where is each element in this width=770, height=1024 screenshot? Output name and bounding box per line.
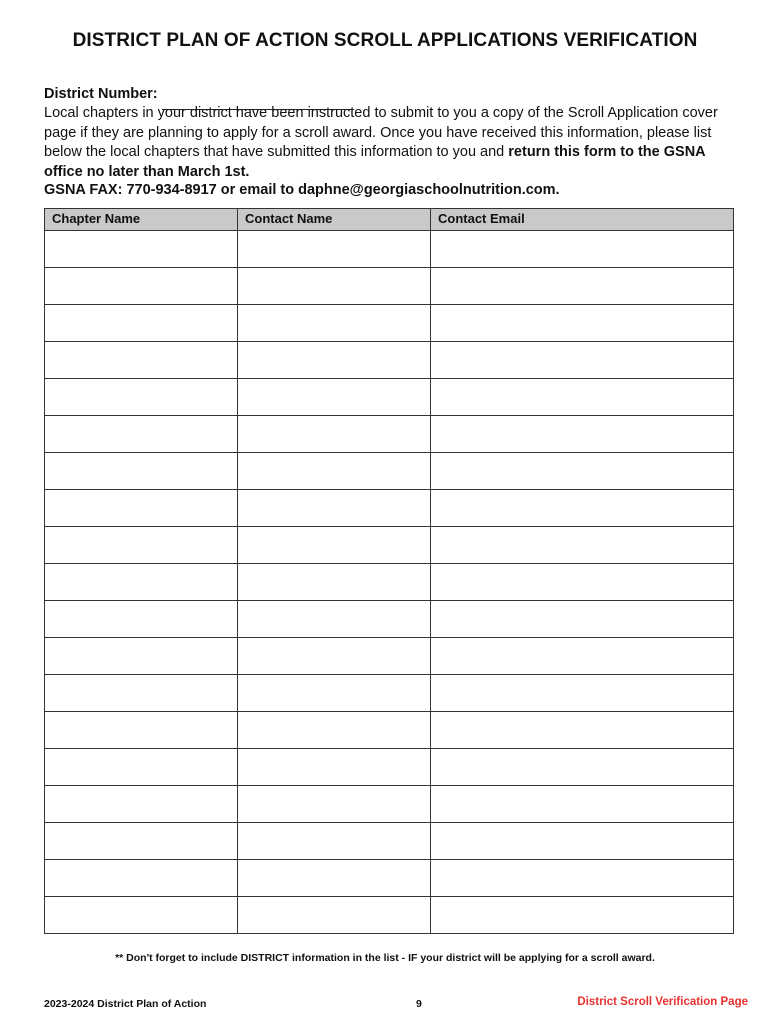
table-row bbox=[45, 305, 734, 342]
contact-name-cell[interactable] bbox=[238, 453, 431, 490]
contact-name-cell[interactable] bbox=[238, 749, 431, 786]
contact-name-cell[interactable] bbox=[238, 675, 431, 712]
table-row bbox=[45, 638, 734, 675]
table-row bbox=[45, 342, 734, 379]
instructions-deadline: return this form to the GSNA office no later than March 1st. bbox=[44, 144, 706, 180]
chapter-name-cell[interactable] bbox=[45, 712, 238, 749]
chapter-name-cell[interactable] bbox=[45, 860, 238, 897]
contact-name-cell[interactable] bbox=[238, 638, 431, 675]
chapter-name-cell[interactable] bbox=[45, 416, 238, 453]
table-row bbox=[45, 379, 734, 416]
chapter-name-cell[interactable] bbox=[45, 564, 238, 601]
table-row bbox=[45, 527, 734, 564]
header-contact-email: Contact Email bbox=[431, 209, 734, 231]
footer-page-title: District Scroll Verification Page bbox=[577, 996, 748, 1008]
contact-email-cell[interactable] bbox=[431, 638, 734, 675]
table-row bbox=[45, 453, 734, 490]
contact-email-cell[interactable] bbox=[431, 453, 734, 490]
contact-name-cell[interactable] bbox=[238, 231, 431, 268]
contact-email-cell[interactable] bbox=[431, 416, 734, 453]
contact-email-cell[interactable] bbox=[431, 749, 734, 786]
contact-email-cell[interactable] bbox=[431, 786, 734, 823]
contact-name-cell[interactable] bbox=[238, 416, 431, 453]
contact-name-cell[interactable] bbox=[238, 601, 431, 638]
chapter-name-cell[interactable] bbox=[45, 527, 238, 564]
table-row bbox=[45, 823, 734, 860]
chapter-name-cell[interactable] bbox=[45, 379, 238, 416]
instructions-text: Local chapters in your district have been instructed to submit to you a copy of the Scroll Application cover page if they are planning to apply for a scroll award. Once you have received this information, please list below the local chapters that have submitted this information to you and bbox=[44, 105, 718, 160]
header-chapter-name: Chapter Name bbox=[45, 209, 238, 231]
contact-name-cell[interactable] bbox=[238, 823, 431, 860]
overstrike-mark bbox=[162, 109, 354, 110]
table-row bbox=[45, 416, 734, 453]
table-row bbox=[45, 490, 734, 527]
contact-name-cell[interactable] bbox=[238, 897, 431, 934]
chapter-name-cell[interactable] bbox=[45, 786, 238, 823]
contact-email-cell[interactable] bbox=[431, 305, 734, 342]
table-row bbox=[45, 860, 734, 897]
contact-email-cell[interactable] bbox=[431, 675, 734, 712]
chapter-name-cell[interactable] bbox=[45, 823, 238, 860]
table-row bbox=[45, 897, 734, 934]
table-row bbox=[45, 675, 734, 712]
chapter-name-cell[interactable] bbox=[45, 268, 238, 305]
footer-plan-year: 2023-2024 District Plan of Action bbox=[44, 998, 207, 1010]
district-number-label: District Number: bbox=[44, 86, 158, 102]
contact-email-cell[interactable] bbox=[431, 490, 734, 527]
table-row bbox=[45, 601, 734, 638]
contact-name-cell[interactable] bbox=[238, 342, 431, 379]
chapter-name-cell[interactable] bbox=[45, 453, 238, 490]
contact-name-cell[interactable] bbox=[238, 712, 431, 749]
contact-name-cell[interactable] bbox=[238, 379, 431, 416]
table-row bbox=[45, 268, 734, 305]
footer-page-number: 9 bbox=[416, 998, 422, 1010]
table-row bbox=[45, 564, 734, 601]
table-row bbox=[45, 231, 734, 268]
contact-email-cell[interactable] bbox=[431, 231, 734, 268]
contact-email-cell[interactable] bbox=[431, 897, 734, 934]
chapter-name-cell[interactable] bbox=[45, 231, 238, 268]
contact-name-cell[interactable] bbox=[238, 490, 431, 527]
chapter-name-cell[interactable] bbox=[45, 749, 238, 786]
fax-email-line: GSNA FAX: 770-934-8917 or email to daphne@georgiaschoolnutrition.com. bbox=[44, 182, 560, 198]
chapter-name-cell[interactable] bbox=[45, 638, 238, 675]
table-row bbox=[45, 749, 734, 786]
header-contact-name: Contact Name bbox=[238, 209, 431, 231]
contact-name-cell[interactable] bbox=[238, 527, 431, 564]
contact-email-cell[interactable] bbox=[431, 342, 734, 379]
chapter-name-cell[interactable] bbox=[45, 675, 238, 712]
chapter-name-cell[interactable] bbox=[45, 342, 238, 379]
contact-email-cell[interactable] bbox=[431, 823, 734, 860]
contact-name-cell[interactable] bbox=[238, 786, 431, 823]
chapter-name-cell[interactable] bbox=[45, 490, 238, 527]
contact-email-cell[interactable] bbox=[431, 712, 734, 749]
contact-email-cell[interactable] bbox=[431, 860, 734, 897]
table-header-row bbox=[45, 209, 734, 231]
table-body bbox=[45, 231, 734, 934]
chapter-name-cell[interactable] bbox=[45, 601, 238, 638]
chapter-name-cell[interactable] bbox=[45, 897, 238, 934]
contact-email-cell[interactable] bbox=[431, 379, 734, 416]
contact-email-cell[interactable] bbox=[431, 268, 734, 305]
chapters-table bbox=[44, 208, 734, 934]
contact-name-cell[interactable] bbox=[238, 564, 431, 601]
footnote: ** Don't forget to include DISTRICT information in the list - IF your district will be applying for a scroll award. bbox=[115, 952, 655, 964]
contact-email-cell[interactable] bbox=[431, 564, 734, 601]
contact-email-cell[interactable] bbox=[431, 601, 734, 638]
page-title: DISTRICT PLAN OF ACTION SCROLL APPLICATIONS VERIFICATION bbox=[72, 30, 698, 51]
table-row bbox=[45, 786, 734, 823]
contact-name-cell[interactable] bbox=[238, 268, 431, 305]
table-row bbox=[45, 712, 734, 749]
instructions-paragraph bbox=[44, 104, 734, 182]
contact-name-cell[interactable] bbox=[238, 860, 431, 897]
contact-name-cell[interactable] bbox=[238, 305, 431, 342]
chapter-name-cell[interactable] bbox=[45, 305, 238, 342]
contact-email-cell[interactable] bbox=[431, 527, 734, 564]
